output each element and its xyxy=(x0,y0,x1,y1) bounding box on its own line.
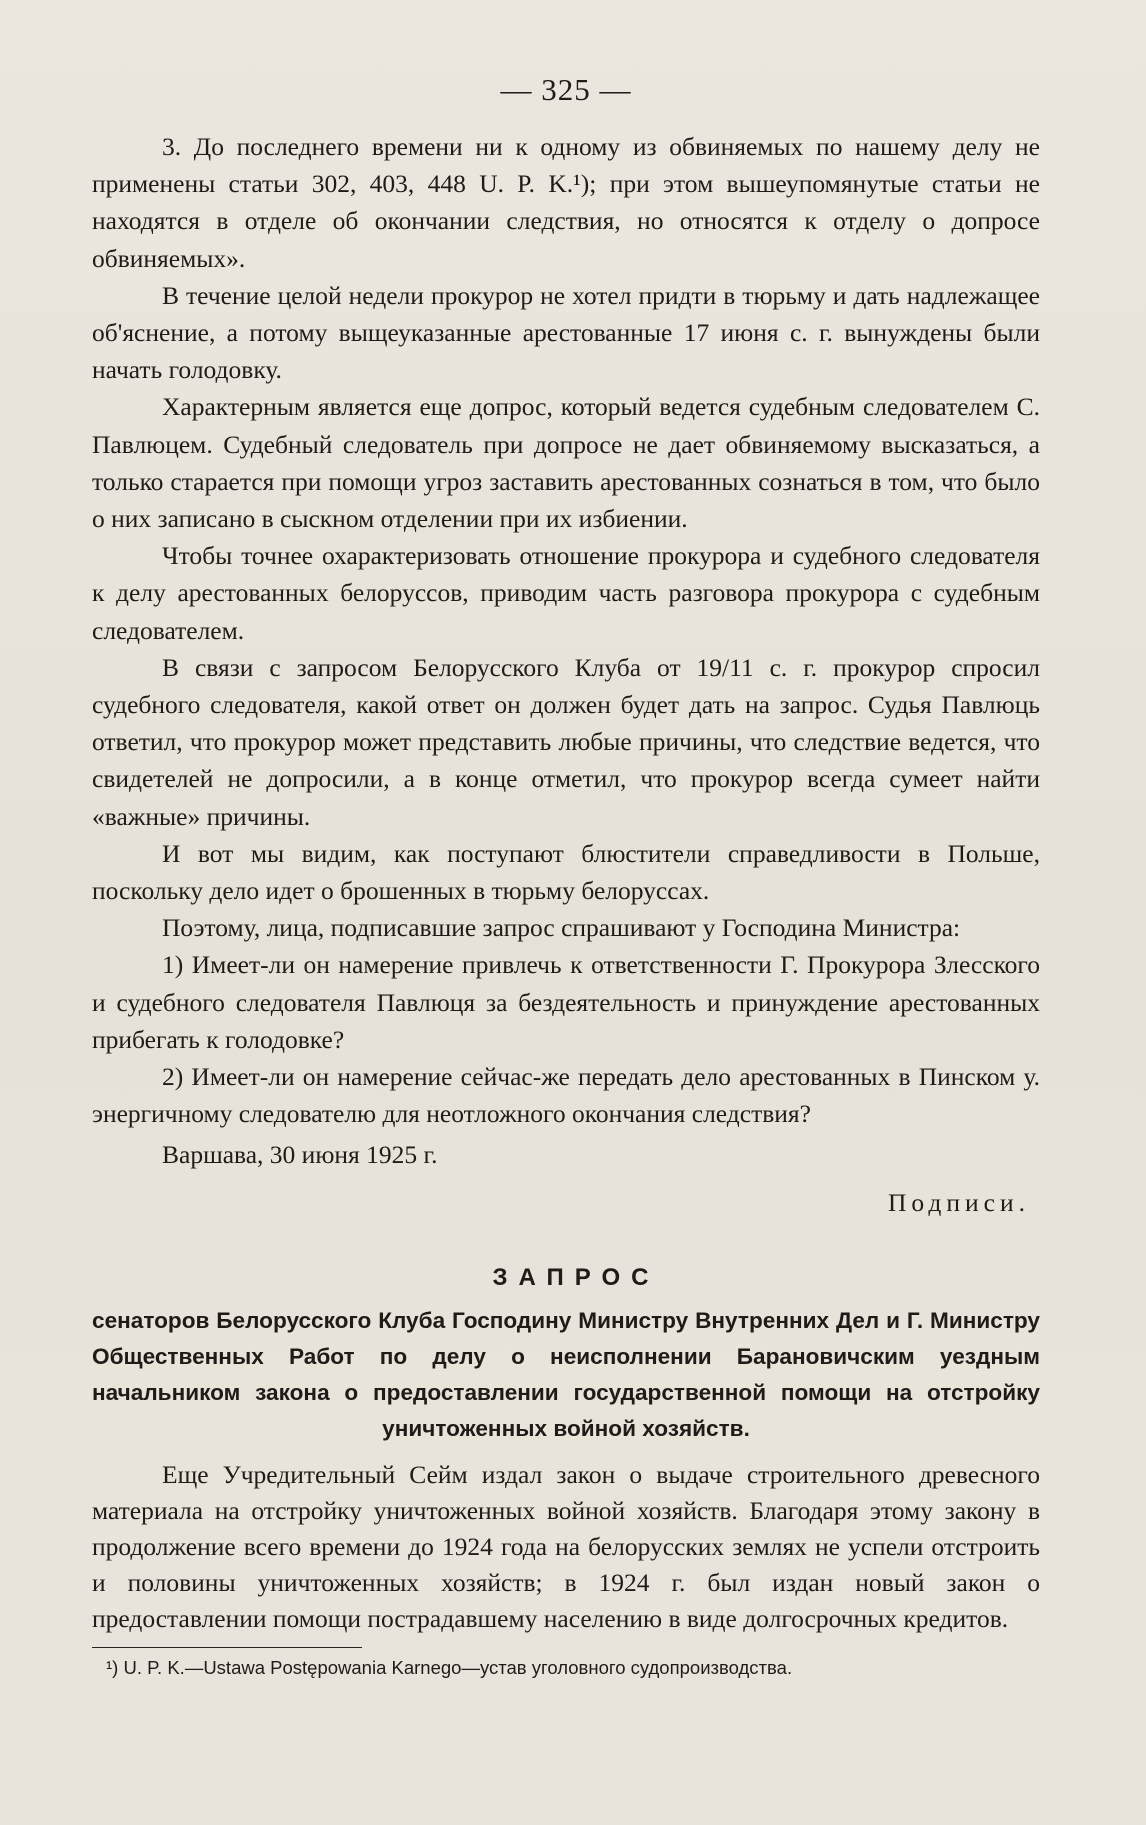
paragraph: В связи с запросом Белорусского Клуба от 19/11 с. г. прокурор спросил судебного следователя, какой ответ он должен будет дать на запрос. Судья Павлюць ответил, что прокурор может представить любые причины, что следствие ведется, что свидетелей не допросили, а в конце отметил, что прокурор всегда сумеет найти «важные» причины. xyxy=(92,652,1040,831)
section-heading: ЗАПРОС xyxy=(492,1263,660,1291)
footnote: ¹) U. P. K.—Ustawa Postępowania Karnego—устав уголовного судопроизводства. xyxy=(106,1656,793,1678)
paragraph: И вот мы видим, как поступают блюстители справедливости в Польше, поскольку дело идет о брошенных в тюрьму белоруссах. xyxy=(92,838,1040,906)
paragraph: Поэтому, лица, подписавшие запрос спрашивают у Господина Министра: xyxy=(162,913,961,943)
paragraph: В течение целой недели прокурор не хотел придти в тюрьму и дать надлежащее об'яснение, а потому выщеуказанные арестованные 17 июня с. г. вынуждены были начать голодовку. xyxy=(92,280,1040,385)
paragraph: Еще Учредительный Сейм издал закон о выдаче строительного древесного материала на отстройку уничтоженных войной хозяйств. Благодаря этому закону в продолжение всего времени до 1924 года на белорусских землях не успели отстроить и половины уничтоженных хозяйств; в 1924 г. был издан новый закон о предоставлении помощи пострадавшему населению в виде долгосрочных кредитов. xyxy=(92,1459,1040,1633)
date-line: Варшава, 30 июня 1925 г. xyxy=(162,1140,438,1170)
page-content xyxy=(92,70,1040,1682)
footnote-divider xyxy=(92,1647,362,1648)
section-subheading: сенаторов Белорусского Клуба Господину Министру Внутренних Дел и Г. Министру Общественных Работ по делу о неисполнении Барановичским уездным начальником закона о предоставлении государственной помощи на отстройку уничтоженных войной хозяйств. xyxy=(92,1307,1040,1441)
page-number: — 325 — xyxy=(500,72,632,107)
question-item: 2) Имеет-ли он намерение сейчас-же передать дело арестованных в Пинском у. энергичному следователю для неотложного окончания следствия? xyxy=(92,1062,1040,1129)
signatures-label: Подписи. xyxy=(887,1187,1030,1217)
paragraph: 3. До последнего времени ни к одному из обвиняемых по нашему делу не применены статьи 302, 403, 448 U. P. K.¹); при этом вышеупомянутые статьи не находятся в отделе об окончании следствия, но относятся к отделу о допросе обвиняемых». xyxy=(92,132,1040,273)
question-item: 1) Имеет-ли он намерение привлечь к ответственности Г. Прокурора Злесского и судебного следователя Павлюця за бездеятельность и принуждение арестованных прибегать к голодовке? xyxy=(92,950,1040,1054)
paragraph: Чтобы точнее охарактеризовать отношение прокурора и судебного следователя к делу арестованных белоруссов, приводим часть разговора прокурора с судебным следователем. xyxy=(92,541,1040,645)
body-section-bottom xyxy=(92,1457,1040,1637)
body-section-top xyxy=(92,128,1040,1174)
paragraph: Характерным является еще допрос, который ведется судебным следователем С. Павлюцем. Судебный следователь при допросе не дает обвиняемому высказаться, а только старается при помощи угроз заставить арестованных сознаться в том, что было о них записано в сыскном отделении при их избиении. xyxy=(92,392,1040,534)
